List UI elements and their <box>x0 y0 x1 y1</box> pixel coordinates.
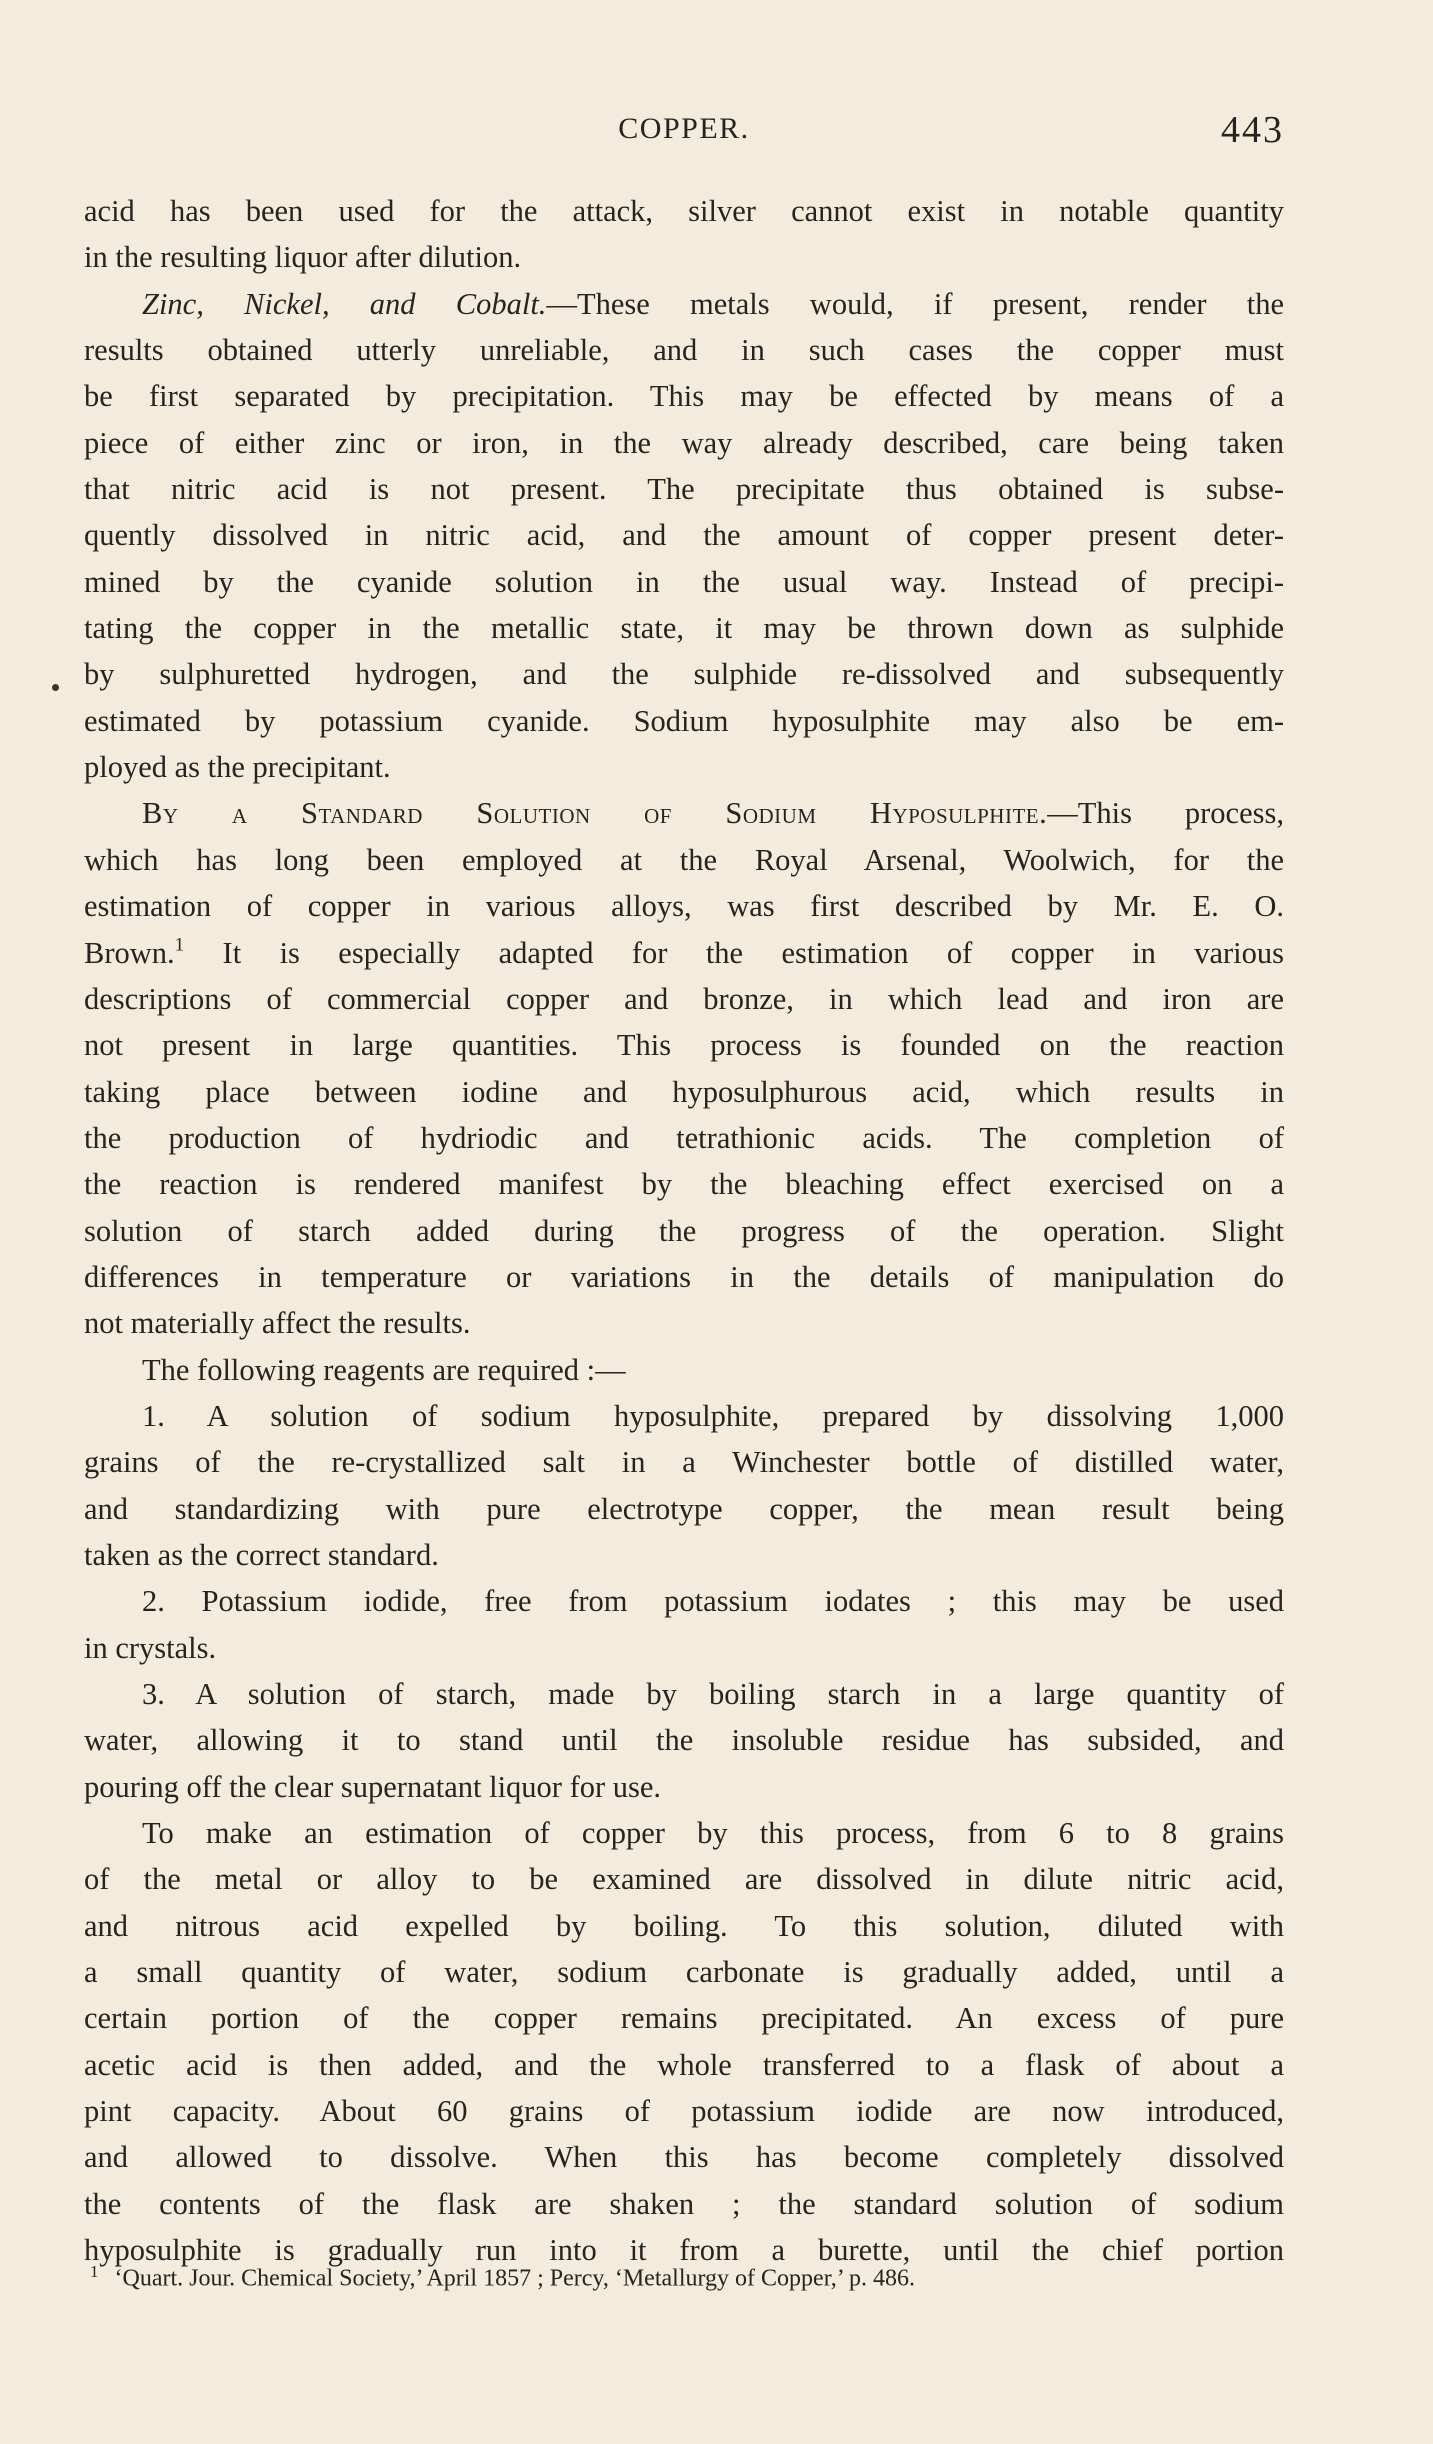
text-line: estimated by potassium cyanide. Sodium hyposulphite may also be em- <box>84 703 1284 738</box>
text-line: and nitrous acid expelled by boiling. To this solution, diluted with <box>84 1908 1284 1943</box>
text-line: 3. A solution of starch, made by boiling starch in a large quantity of <box>142 1677 1284 1711</box>
chapter-title: COPPER. <box>618 112 750 145</box>
text-line: water, allowing it to stand until the insoluble residue has subsided, and <box>84 1723 1284 1758</box>
text-line: acid has been used for the attack, silver cannot exist in notable quantity <box>84 194 1284 228</box>
text-line: differences in temperature or variations in the details of manipulation do <box>84 1259 1284 1294</box>
ink-spot <box>52 684 59 691</box>
text-line: of the metal or alloy to be examined are dissolved in dilute nitric acid, <box>84 1862 1284 1897</box>
text-line: By a Standard Solution of Sodium Hyposulphite.—This process, <box>142 796 1284 831</box>
text-line: solution of starch added during the progress of the operation. Slight <box>84 1213 1284 1248</box>
text-line: 1. A solution of sodium hyposulphite, prepared by dissolving 1,000 <box>142 1398 1284 1433</box>
text-line: be first separated by precipitation. This may be effected by means of a <box>84 379 1284 414</box>
text-line: the contents of the flask are shaken ; the standard solution of sodium <box>84 2186 1284 2221</box>
section-heading-smallcaps: By a Standard Solution of Sodium Hyposulphite. <box>142 796 1048 831</box>
text-line: acetic acid is then added, and the whole transferred to a flask of about a <box>84 2047 1284 2082</box>
text-line: the reaction is rendered manifest by the bleaching effect exercised on a <box>84 1167 1284 1202</box>
text-line: not materially affect the results. <box>84 1306 471 1341</box>
text-line: pouring off the clear supernatant liquor for use. <box>84 1769 662 1804</box>
text-line: descriptions of commercial copper and bronze, in which lead and iron are <box>84 981 1284 1016</box>
footnote-marker: 1 <box>90 2262 99 2281</box>
text-line: the production of hydriodic and tetrathionic acids. The completion of <box>84 1120 1284 1155</box>
text-line: in the resulting liquor after dilution. <box>84 240 522 275</box>
text-line: results obtained utterly unreliable, and in such cases the copper must <box>84 333 1284 368</box>
text-line: taken as the correct standard. <box>84 1537 439 1572</box>
text-line: Brown.$^1$ It is especially adapted for the estimation of copper in various <box>84 934 1284 970</box>
footnote <box>90 2262 1290 2293</box>
text-line: Zinc, Nickel, and Cobalt.—These metals would, if present, render the <box>142 286 1284 321</box>
page-number: 443 <box>1221 109 1284 151</box>
text-line: 2. Potassium iodide, free from potassium iodates ; this may be used <box>142 1584 1284 1619</box>
text-line: not present in large quantities. This process is founded on the reaction <box>84 1028 1284 1063</box>
text-line: tating the copper in the metallic state, it may be thrown down as sulphide <box>84 611 1284 646</box>
text-line: and standardizing with pure electrotype copper, the mean result being <box>84 1491 1284 1526</box>
footnote-reference: 1 <box>174 934 185 956</box>
text-line: pint capacity. About 60 grains of potassium iodide are now introduced, <box>84 2094 1284 2129</box>
text-line: in crystals. <box>84 1630 217 1665</box>
text-line: grains of the re-crystallized salt in a Winchester bottle of distilled water, <box>84 1445 1284 1480</box>
text-line: mined by the cyanide solution in the usual way. Instead of precipi- <box>84 564 1284 599</box>
footnote-text: ‘Quart. Jour. Chemical Society,’ April 1857 ; Percy, ‘Metallurgy of Copper,’ p. 486. <box>114 2265 915 2292</box>
text-line: piece of either zinc or iron, in the way already described, care being taken <box>84 425 1284 460</box>
text-line: estimation of copper in various alloys, was first described by Mr. E. O. <box>84 889 1284 924</box>
text-line: hyposulphite is gradually run into it from a burette, until the chief portion <box>84 2233 1284 2268</box>
text-line: ployed as the precipitant. <box>84 750 391 785</box>
text-line: The following reagents are required :— <box>142 1352 626 1387</box>
text-line: certain portion of the copper remains precipitated. An excess of pure <box>84 2001 1284 2036</box>
text-line: taking place between iodine and hyposulphurous acid, which results in <box>84 1074 1284 1109</box>
text-line: To make an estimation of copper by this process, from 6 to 8 grains <box>142 1816 1284 1851</box>
text-line: quently dissolved in nitric acid, and the amount of copper present deter- <box>84 518 1284 553</box>
running-header <box>84 109 1284 162</box>
text-line: and allowed to dissolve. When this has become completely dissolved <box>84 2140 1284 2175</box>
text-line: a small quantity of water, sodium carbonate is gradually added, until a <box>84 1955 1284 1990</box>
section-heading-italic: Zinc, Nickel, and Cobalt. <box>142 286 547 321</box>
text-line: by sulphuretted hydrogen, and the sulphide re-dissolved and subsequently <box>84 657 1284 692</box>
text-line: that nitric acid is not present. The precipitate thus obtained is subse- <box>84 472 1284 507</box>
body-text <box>84 188 1284 2273</box>
text-line: which has long been employed at the Royal Arsenal, Woolwich, for the <box>84 842 1284 877</box>
